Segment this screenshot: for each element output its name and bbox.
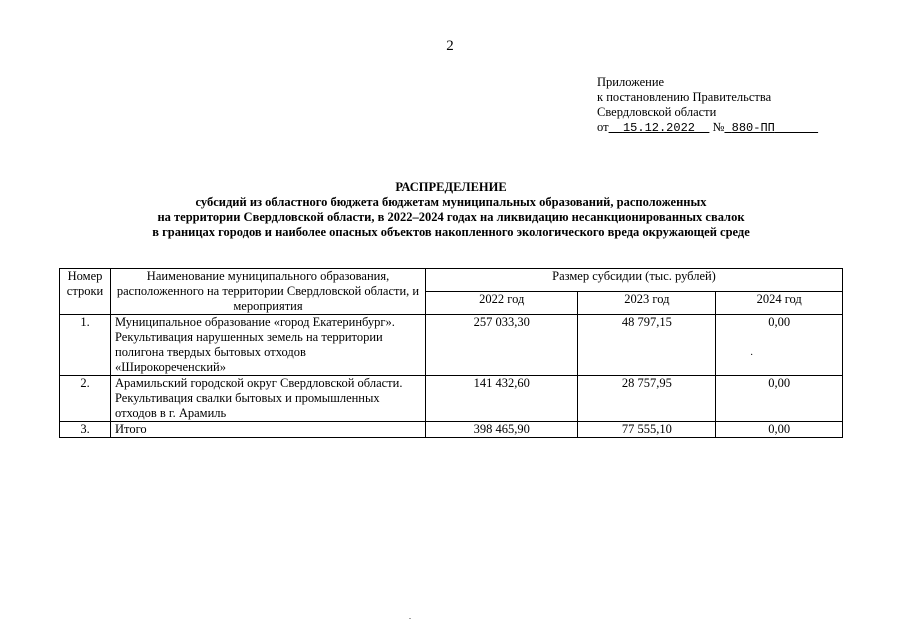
header-2023: 2023 год (578, 292, 716, 315)
row-value-2023: 77 555,10 (578, 422, 716, 438)
resolution-date (609, 121, 710, 135)
header-subsidy: Размер субсидии (тыс. рублей) (426, 269, 843, 292)
row-name: Итого (111, 422, 426, 438)
table-row (60, 376, 843, 422)
row-name-line: «Широкореченский» (115, 360, 226, 374)
subsidy-table (59, 268, 843, 438)
scan-speck: · (750, 350, 754, 361)
document-title (60, 180, 842, 240)
title-heading: РАСПРЕДЕЛЕНИЕ (395, 180, 507, 194)
scan-speck: . (409, 612, 411, 621)
appendix-block (597, 75, 818, 136)
row-name-line: Рекультивация нарушенных земель на территории (115, 330, 383, 344)
table-row-total (60, 422, 843, 438)
date-prefix: от (597, 120, 609, 134)
row-value-2022: 398 465,90 (426, 422, 578, 438)
header-2022: 2022 год (426, 292, 578, 315)
title-line: субсидий из областного бюджета бюджетам муниципальных образований, расположенных (195, 195, 707, 209)
row-value-2023: 48 797,15 (578, 315, 716, 376)
row-name-line: полигона твердых бытовых отходов (115, 345, 306, 359)
row-value-2023: 28 757,95 (578, 376, 716, 422)
row-name-line: Рекультивация свалки бытовых и промышленных (115, 391, 380, 405)
resolution-number-value: 880-ПП (731, 121, 775, 135)
row-name-line: отходов в г. Арамиль (115, 406, 227, 420)
row-number: 2. (60, 376, 111, 422)
appendix-date-line (597, 120, 818, 136)
header-2024: 2024 год (716, 292, 843, 315)
header-name: Наименование муниципального образования, расположенного на территории Свердловской области, и мероприятия (111, 269, 426, 315)
row-value-2022: 257 033,30 (426, 315, 578, 376)
appendix-line: Приложение (597, 75, 665, 89)
table-row (60, 315, 843, 376)
row-name-line: Муниципальное образование «город Екатеринбург». (115, 315, 395, 329)
appendix-line: Свердловской области (597, 105, 717, 119)
page-number: 2 (446, 38, 454, 54)
number-prefix: № (712, 120, 725, 134)
row-value-2024: 0,00 (716, 315, 843, 376)
row-name (111, 315, 426, 376)
title-line: в границах городов и наиболее опасных объектов накопленного экологического вреда окружающей среде (152, 225, 750, 239)
row-name (111, 376, 426, 422)
row-name-line: Арамильский городской округ Свердловской области. (115, 376, 403, 390)
row-value-2022: 141 432,60 (426, 376, 578, 422)
row-number: 1. (60, 315, 111, 376)
row-value-2024: 0,00 (716, 422, 843, 438)
header-number: Номер строки (60, 269, 111, 315)
table-header-row (60, 269, 843, 292)
row-value-2024: 0,00 (716, 376, 843, 422)
resolution-date-value: 15.12.2022 (622, 121, 695, 135)
row-number: 3. (60, 422, 111, 438)
resolution-number (724, 121, 818, 135)
appendix-line: к постановлению Правительства (597, 90, 772, 104)
title-line: на территории Свердловской области, в 2022–2024 годах на ликвидацию несанкционированных свалок (157, 210, 745, 224)
